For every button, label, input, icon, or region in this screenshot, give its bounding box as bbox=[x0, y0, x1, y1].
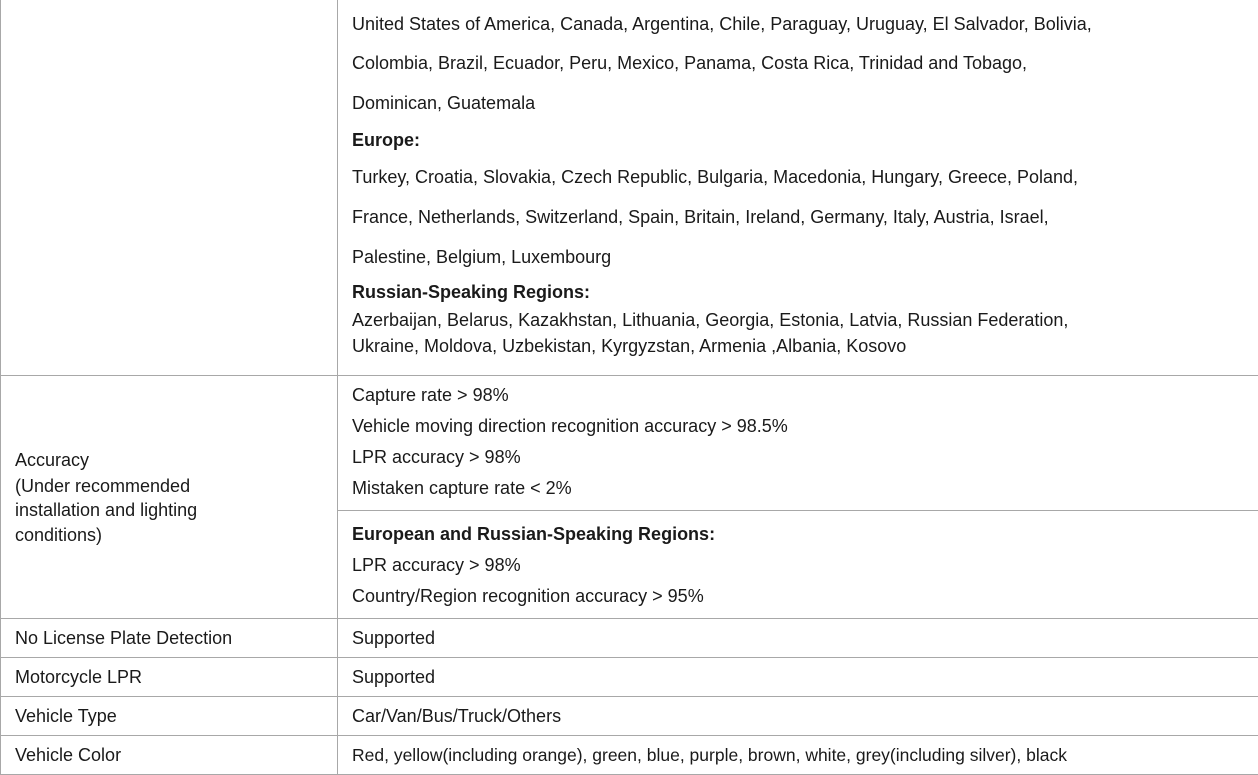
row-value: Supported bbox=[338, 619, 1258, 657]
accuracy-line: LPR accuracy > 98% bbox=[352, 550, 1244, 581]
row-value-cell bbox=[338, 619, 1258, 658]
table-row bbox=[1, 619, 1258, 658]
accuracy-line: Country/Region recognition accuracy > 95% bbox=[352, 581, 1244, 612]
europe-line: France, Netherlands, Switzerland, Spain, Britain, Ireland, Germany, Italy, Austria, Israel, bbox=[352, 197, 1244, 237]
regions-value-cell bbox=[338, 0, 1258, 376]
americas-line: United States of America, Canada, Argentina, Chile, Paraguay, Uruguay, El Salvador, Bolivia, bbox=[352, 5, 1244, 43]
russian-line: Ukraine, Moldova, Uzbekistan, Kyrgyzstan, Armenia ,Albania, Kosovo bbox=[352, 333, 1244, 359]
accuracy-euro-cell bbox=[338, 511, 1258, 619]
row-label: Vehicle Color bbox=[1, 736, 337, 774]
row-value-cell bbox=[338, 736, 1258, 775]
row-value: Supported bbox=[338, 658, 1258, 696]
table-row bbox=[1, 697, 1258, 736]
americas-line: Dominican, Guatemala bbox=[352, 83, 1244, 123]
row-value-cell bbox=[338, 658, 1258, 697]
accuracy-euro-heading: European and Russian-Speaking Regions: bbox=[352, 515, 1244, 550]
americas-line: Colombia, Brazil, Ecuador, Peru, Mexico, Panama, Costa Rica, Trinidad and Tobago, bbox=[352, 43, 1244, 83]
accuracy-line: LPR accuracy > 98% bbox=[352, 442, 1244, 473]
accuracy-label-line: (Under recommended bbox=[15, 474, 323, 498]
russian-line: Azerbaijan, Belarus, Kazakhstan, Lithuania, Georgia, Estonia, Latvia, Russian Federation, bbox=[352, 307, 1244, 333]
row-label: Vehicle Type bbox=[1, 697, 337, 735]
row-value: Red, yellow(including orange), green, blue, purple, brown, white, grey(including silver), black bbox=[338, 736, 1258, 774]
accuracy-line: Vehicle moving direction recognition accuracy > 98.5% bbox=[352, 411, 1244, 442]
regions-label-cell bbox=[1, 0, 338, 376]
accuracy-label-line: installation and lighting bbox=[15, 498, 323, 522]
row-label-cell bbox=[1, 658, 338, 697]
europe-line: Palestine, Belgium, Luxembourg bbox=[352, 237, 1244, 277]
accuracy-line: Mistaken capture rate < 2% bbox=[352, 473, 1244, 504]
row-label-cell bbox=[1, 736, 338, 775]
row-value: Car/Van/Bus/Truck/Others bbox=[338, 697, 1258, 735]
row-label-cell bbox=[1, 697, 338, 736]
accuracy-label-line: Accuracy bbox=[15, 446, 323, 474]
accuracy-general-cell bbox=[338, 376, 1258, 511]
accuracy-label-line: conditions) bbox=[15, 522, 323, 548]
europe-heading: Europe: bbox=[352, 123, 1244, 157]
accuracy-row-general bbox=[1, 376, 1258, 511]
accuracy-line: Capture rate > 98% bbox=[352, 380, 1244, 411]
table-row bbox=[1, 658, 1258, 697]
russian-heading: Russian-Speaking Regions: bbox=[352, 277, 1244, 307]
row-label: Motorcycle LPR bbox=[1, 658, 337, 696]
accuracy-label-cell bbox=[1, 376, 338, 619]
row-label-cell bbox=[1, 619, 338, 658]
europe-line: Turkey, Croatia, Slovakia, Czech Republic, Bulgaria, Macedonia, Hungary, Greece, Poland, bbox=[352, 157, 1244, 197]
regions-row bbox=[1, 0, 1258, 376]
row-label: No License Plate Detection bbox=[1, 619, 337, 657]
row-value-cell bbox=[338, 697, 1258, 736]
table-row bbox=[1, 736, 1258, 775]
